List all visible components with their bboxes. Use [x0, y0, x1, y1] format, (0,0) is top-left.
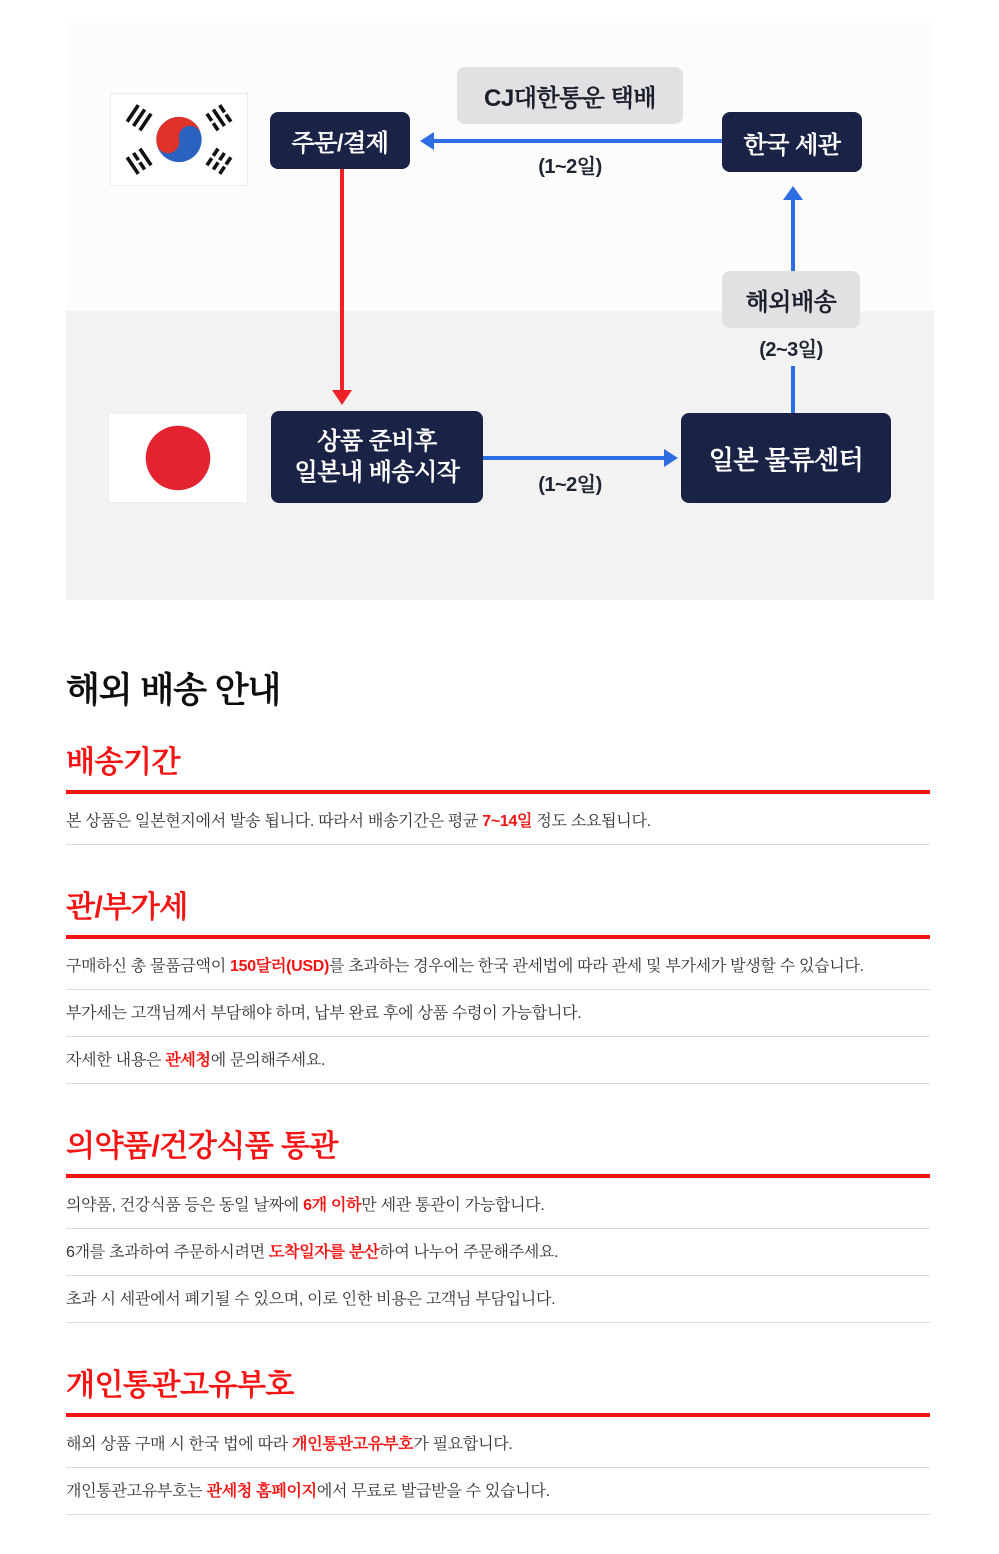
text-part: 자세한 내용은 — [66, 1052, 166, 1069]
text-part: 초과 시 세관에서 폐기될 수 있으며, 이로 인한 비용은 고객님 부담입니다. — [66, 1291, 556, 1308]
node-product-prep-line1: 상품 준비후 — [317, 428, 437, 455]
section-title: 배송기간 — [66, 746, 180, 779]
text-part: 가 필요합니다. — [413, 1436, 513, 1453]
section-rule — [66, 790, 930, 794]
paragraph — [66, 1182, 930, 1229]
text-part: 에 문의해주세요. — [210, 1052, 326, 1069]
arrowhead-down-icon — [332, 390, 352, 405]
paragraph — [66, 990, 930, 1037]
text-part: 구매하신 총 물품금액이 — [66, 958, 230, 975]
node-product-prep-line2: 일본내 배송시작 — [294, 459, 460, 486]
paragraph — [66, 943, 930, 990]
south-korea-flag-icon — [110, 93, 248, 186]
text-part-highlight: 도착일자를 분산 — [268, 1244, 380, 1261]
node-order-payment: 주문/결제 — [270, 112, 410, 169]
text-part-highlight: 관세청 홈페이지 — [206, 1483, 317, 1500]
node-overseas-shipping: 해외배송 — [722, 271, 860, 328]
section-title: 개인통관고유부호 — [66, 1369, 294, 1402]
arrow-line-prep-to-center — [483, 456, 664, 460]
duration-overseas: (2~3일) — [759, 339, 823, 361]
section-rule — [66, 1174, 930, 1178]
shipping-guide-content — [66, 655, 930, 1515]
node-product-prep — [271, 411, 483, 503]
section-title: 관/부가세 — [66, 891, 188, 924]
arrow-line-overseas-to-customs — [791, 199, 795, 271]
arrowhead-up-icon — [783, 186, 803, 200]
text-part: 에서 무료로 발급받을 수 있습니다. — [316, 1483, 550, 1500]
paragraph — [66, 1229, 930, 1276]
section-rule — [66, 935, 930, 939]
page-title: 해외 배송 안내 — [66, 671, 281, 710]
paragraph — [66, 1276, 930, 1323]
section-customs-tax — [66, 890, 930, 1084]
section-personal-customs-code — [66, 1368, 930, 1515]
node-japan-logistics-center: 일본 물류센터 — [681, 413, 891, 503]
arrow-line-order-to-prep — [340, 169, 344, 391]
text-part: 6개를 초과하여 주문하시려면 — [66, 1244, 269, 1261]
paragraph — [66, 1037, 930, 1084]
paragraph — [66, 798, 930, 845]
text-part: 해외 상품 구매 시 한국 법에 따라 — [66, 1436, 293, 1453]
text-part: 부가세는 고객님께서 부담해야 하며, 납부 완료 후에 상품 수령이 가능합니다. — [66, 1005, 582, 1022]
section-rule — [66, 1413, 930, 1417]
text-part: 하여 나누어 주문해주세요. — [379, 1244, 559, 1261]
paragraph — [66, 1421, 930, 1468]
arrowhead-right-icon — [664, 449, 678, 467]
text-part: 정도 소요됩니다. — [532, 813, 651, 830]
section-title: 의약품/건강식품 통관 — [66, 1130, 338, 1163]
text-part-highlight: 7~14일 — [482, 813, 533, 830]
text-part: 의약품, 건강식품 등은 동일 날짜에 — [66, 1197, 304, 1214]
text-part: 만 세관 통관이 가능합니다. — [361, 1197, 545, 1214]
section-delivery-period — [66, 745, 930, 845]
paragraph — [66, 1468, 930, 1515]
text-part-highlight: 6개 이하 — [303, 1197, 362, 1214]
duration-prep-to-center: (1~2일) — [538, 474, 602, 496]
text-part: 개인통관고유부호는 — [66, 1483, 207, 1500]
duration-customs-to-order: (1~2일) — [538, 156, 602, 178]
arrowhead-left-icon — [420, 132, 434, 150]
text-part: 본 상품은 일본현지에서 발송 됩니다. 따라서 배송기간은 평균 — [66, 813, 483, 830]
node-korea-customs: 한국 세관 — [722, 112, 862, 172]
text-part-highlight: 개인통관고유부호 — [292, 1436, 414, 1453]
japan-flag-icon — [108, 413, 248, 503]
node-cj-courier: CJ대한통운 택배 — [457, 67, 683, 124]
line-center-to-overseas — [791, 366, 795, 413]
text-part: 를 초과하는 경우에는 한국 관세법에 따라 관세 및 부가세가 발생할 수 있습니다. — [329, 958, 864, 975]
arrow-line-customs-to-order — [432, 139, 722, 143]
text-part-highlight: 150달러(USD) — [230, 958, 330, 975]
section-medicine-clearance — [66, 1129, 930, 1323]
text-part-highlight: 관세청 — [165, 1052, 211, 1069]
